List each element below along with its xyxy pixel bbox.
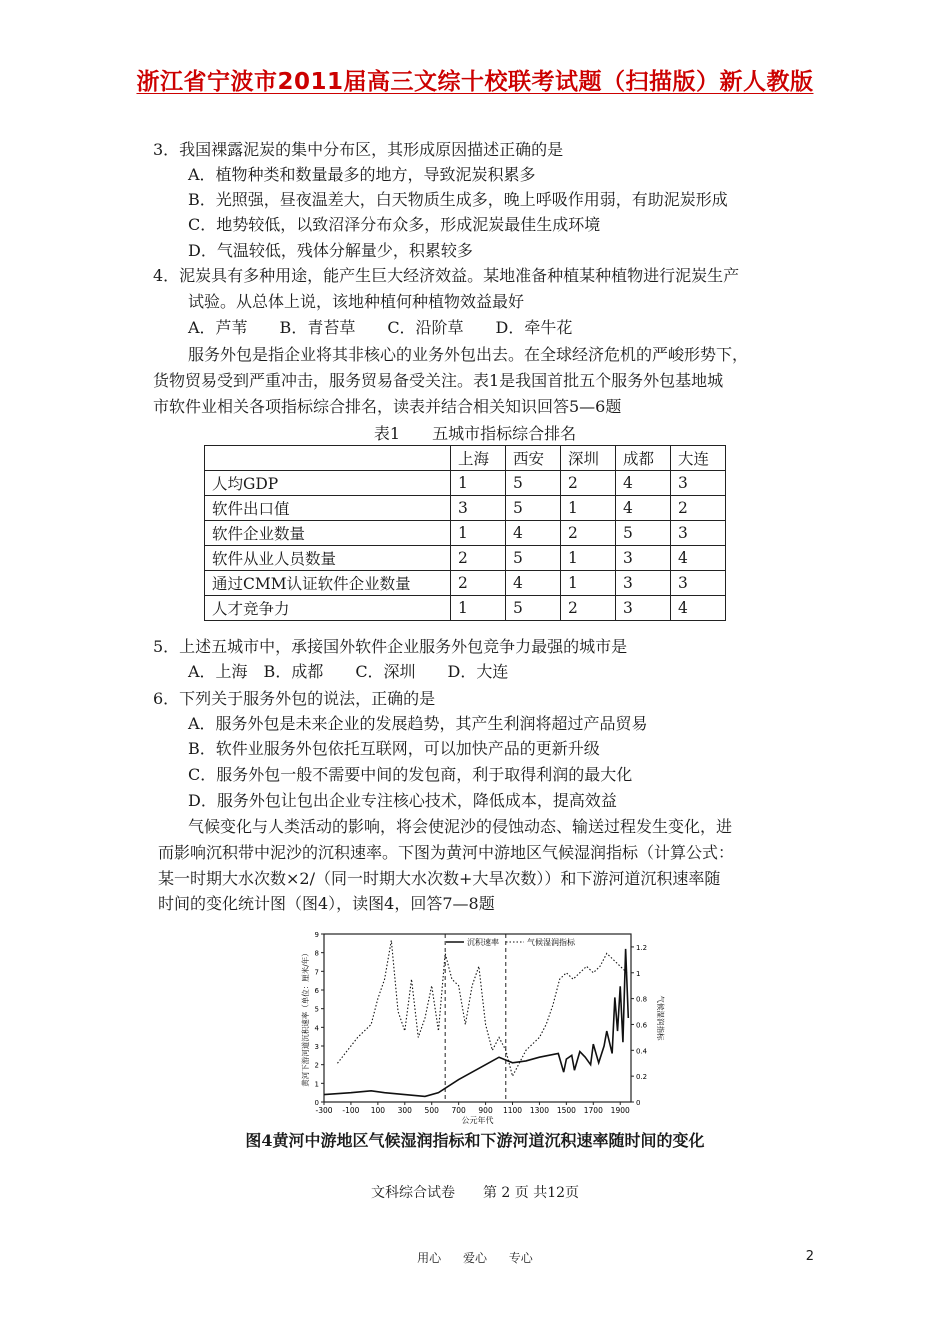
footer-motto: 用心 爱心 专心 xyxy=(417,1251,533,1265)
table-row xyxy=(205,571,726,596)
y2-tick-label: 0.8 xyxy=(636,995,648,1004)
passage-1-line3: 市软件业相关各项指标综合排名，读表并结合相关知识回答5—6题 xyxy=(153,397,622,416)
table-cell: 4 xyxy=(616,496,671,521)
y-tick-label: 7 xyxy=(314,968,319,977)
x-tick-label: 1900 xyxy=(610,1106,630,1115)
table-header-cell: 深圳 xyxy=(561,446,616,471)
page-number: 2 xyxy=(805,1249,814,1264)
table-cell: 1 xyxy=(451,596,506,621)
table-cell: 2 xyxy=(451,571,506,596)
y-tick-label: 2 xyxy=(314,1061,319,1070)
table-header-cell: 上海 xyxy=(451,446,506,471)
y-tick-label: 9 xyxy=(314,931,319,939)
table-row xyxy=(205,496,726,521)
table-cell: 2 xyxy=(451,546,506,571)
table-cell: 5 xyxy=(506,471,561,496)
table-row xyxy=(205,596,726,621)
passage-1-line2: 货物贸易受到严重冲击，服务贸易备受关注。表1是我国首批五个服务外包基地城 xyxy=(153,371,724,390)
table-cell: 5 xyxy=(506,596,561,621)
question-3-stem: 3．我国裸露泥炭的集中分布区，其形成原因描述正确的是 xyxy=(153,140,564,159)
passage-1-line1: 服务外包是指企业将其非核心的业务外包出去。在全球经济危机的严峻形势下， xyxy=(188,345,749,364)
y-tick-label: 1 xyxy=(314,1080,319,1089)
y2-axis-label: 气候湿润指标 xyxy=(656,995,665,1041)
table-cell: 5 xyxy=(506,546,561,571)
y2-tick-label: 0.4 xyxy=(636,1047,648,1056)
x-tick-label: -100 xyxy=(342,1106,360,1115)
table-row xyxy=(205,471,726,496)
plot-frame xyxy=(324,934,631,1102)
table-cell: 人才竞争力 xyxy=(205,596,451,621)
series-line-sedimentation xyxy=(324,949,628,1096)
question-6-option-d: D．服务外包让包出企业专注核心技术，降低成本，提高效益 xyxy=(188,791,617,810)
table-cell: 4 xyxy=(506,571,561,596)
passage-2-line2: 而影响沉积带中泥沙的沉积速率。下图为黄河中游地区气候湿润指标（计算公式： xyxy=(158,843,735,862)
y-tick-label: 0 xyxy=(314,1099,319,1107)
table-cell: 5 xyxy=(616,521,671,546)
table-row xyxy=(205,521,726,546)
y-tick-label: 4 xyxy=(314,1024,319,1033)
x-tick-label: 1100 xyxy=(502,1106,523,1115)
x-tick-label: 100 xyxy=(370,1106,386,1115)
table-1-rankings xyxy=(204,445,726,621)
question-6-stem: 6．下列关于服务外包的说法，正确的是 xyxy=(153,689,436,708)
x-axis-label: 公元年代 xyxy=(461,1116,494,1124)
table-cell: 3 xyxy=(616,596,671,621)
table-cell: 软件出口值 xyxy=(205,496,451,521)
question-3-option-a: A．植物种类和数量最多的地方，导致泥炭积累多 xyxy=(188,165,536,184)
y-tick-label: 3 xyxy=(314,1043,319,1051)
question-6-option-c: C．服务外包一般不需要中间的发包商，利于取得利润的最大化 xyxy=(188,765,633,784)
table-cell: 5 xyxy=(506,496,561,521)
table-cell: 3 xyxy=(616,571,671,596)
table-1-caption: 表1 五城市指标综合排名 xyxy=(373,424,577,443)
table-cell: 1 xyxy=(561,546,616,571)
x-tick-label: 700 xyxy=(451,1106,466,1115)
x-tick-label: 500 xyxy=(424,1106,439,1115)
table-cell: 软件从业人员数量 xyxy=(205,546,451,571)
question-6-option-a: A．服务外包是未来企业的发展趋势，其产生利润将超过产品贸易 xyxy=(188,714,648,733)
table-cell: 4 xyxy=(506,521,561,546)
passage-2-line3: 某一时期大水次数×2/（同一时期大水次数+大旱次数））和下游河道沉积速率随 xyxy=(158,869,721,888)
table-cell: 4 xyxy=(671,546,726,571)
x-tick-label: -300 xyxy=(315,1106,333,1115)
y-tick-label: 5 xyxy=(314,1005,319,1014)
x-tick-label: 1500 xyxy=(556,1106,576,1115)
question-3-option-d: D．气温较低，残体分解量少，积累较多 xyxy=(188,241,473,260)
table-cell: 1 xyxy=(451,521,506,546)
table-cell: 3 xyxy=(616,546,671,571)
table-cell: 软件企业数量 xyxy=(205,521,451,546)
x-tick-label: 300 xyxy=(397,1106,412,1115)
question-5-stem: 5．上述五城市中，承接国外软件企业服务外包竞争力最强的城市是 xyxy=(153,637,628,656)
figure-4-caption: 图4黄河中游地区气候湿润指标和下游河道沉积速率随时间的变化 xyxy=(245,1131,705,1150)
table-cell: 1 xyxy=(451,471,506,496)
document-title: 浙江省宁波市2011届高三文综十校联考试题（扫描版）新人教版 xyxy=(136,69,814,95)
y-axis-label: 黄河下游河道沉积速率（单位：厘米/年） xyxy=(301,949,310,1087)
x-tick-label: 1700 xyxy=(583,1106,603,1115)
question-4-options: A．芦苇 B．青苔草 C．沿阶草 D．牵牛花 xyxy=(188,318,573,337)
question-4-stem-line2: 试验。从总体上说，该地种植何种植物效益最好 xyxy=(188,292,525,311)
table-cell: 4 xyxy=(671,596,726,621)
legend-label-sedimentation: 沉积速率 xyxy=(467,938,499,947)
y-tick-label: 6 xyxy=(314,987,319,995)
y2-tick-label: 0.6 xyxy=(636,1021,648,1030)
table-header-row xyxy=(205,446,726,471)
table-row xyxy=(205,546,726,571)
table-cell: 3 xyxy=(671,471,726,496)
y2-tick-label: 0.2 xyxy=(636,1073,648,1082)
table-cell: 2 xyxy=(561,596,616,621)
table-header-cell: 成都 xyxy=(616,446,671,471)
table-cell: 1 xyxy=(561,571,616,596)
table-cell: 3 xyxy=(671,571,726,596)
table-header-cell xyxy=(205,446,451,471)
question-4-stem-line1: 4．泥炭具有多种用途，能产生巨大经济效益。某地准备种植某种植物进行泥炭生产 xyxy=(153,266,740,285)
table-cell: 2 xyxy=(561,471,616,496)
legend-label-humidity: 气候湿润指标 xyxy=(527,938,575,947)
y2-tick-label: 0 xyxy=(636,1099,641,1107)
y2-tick-label: 1.2 xyxy=(636,943,648,952)
passage-2-line4: 时间的变化统计图（图4），读图4，回答7—8题 xyxy=(158,894,495,913)
question-3-option-b: B．光照强，昼夜温差大，白天物质生成多，晚上呼吸作用弱，有助泥炭形成 xyxy=(188,190,728,209)
question-3-option-c: C．地势较低，以致沼泽分布众多，形成泥炭最佳生成环境 xyxy=(188,215,601,234)
table-cell: 1 xyxy=(561,496,616,521)
x-tick-label: 900 xyxy=(478,1106,493,1115)
exam-footer: 文科综合试卷 第 2 页 共12页 xyxy=(370,1185,580,1201)
y2-tick-label: 1 xyxy=(636,969,641,978)
x-tick-label: 1300 xyxy=(529,1106,549,1115)
question-6-option-b: B．软件业服务外包依托互联网，可以加快产品的更新升级 xyxy=(188,739,600,758)
passage-2-line1: 气候变化与人类活动的影响，将会使泥沙的侵蚀动态、输送过程发生变化，进 xyxy=(188,817,733,836)
table-header-cell: 大连 xyxy=(671,446,726,471)
y-tick-label: 8 xyxy=(314,949,319,958)
table-cell: 2 xyxy=(671,496,726,521)
question-5-options: A．上海 B．成都 C．深圳 D．大连 xyxy=(188,662,509,681)
table-cell: 3 xyxy=(451,496,506,521)
table-cell: 人均GDP xyxy=(205,471,451,496)
table-cell: 2 xyxy=(561,521,616,546)
table-cell: 通过CMM认证软件企业数量 xyxy=(205,571,451,596)
table-cell: 4 xyxy=(616,471,671,496)
table-header-cell: 西安 xyxy=(506,446,561,471)
figure-4-chart xyxy=(296,924,668,1124)
table-cell: 3 xyxy=(671,521,726,546)
